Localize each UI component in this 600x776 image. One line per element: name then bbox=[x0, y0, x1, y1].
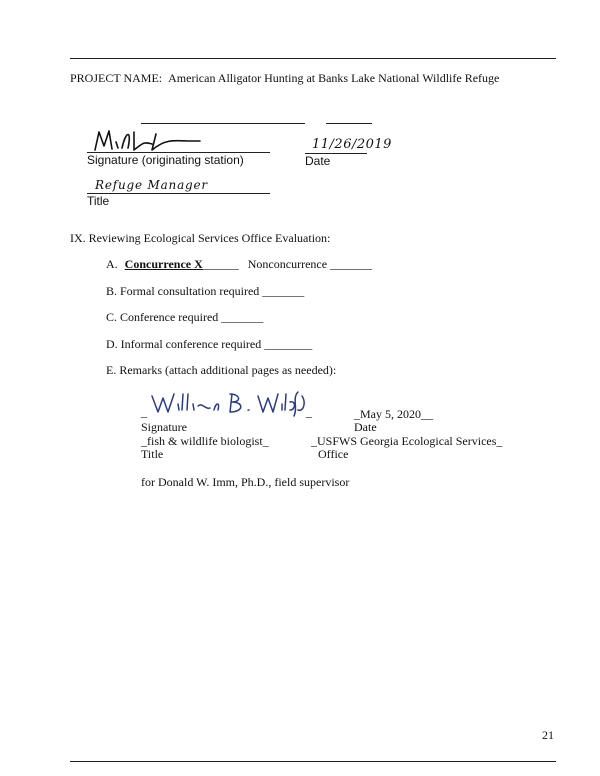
originating-date-label: Date bbox=[305, 154, 331, 168]
reviewer-signature-label: Signature bbox=[141, 420, 187, 434]
footer-rule bbox=[70, 761, 556, 762]
reviewer-sig-prefix: _ bbox=[141, 405, 147, 419]
page-number: 21 bbox=[542, 728, 554, 742]
reviewer-office-label: Office bbox=[318, 447, 349, 461]
item-d: D. Informal conference required ________ bbox=[106, 337, 313, 351]
originating-signature bbox=[92, 128, 222, 154]
project-name-label: PROJECT NAME: bbox=[70, 71, 163, 85]
reviewer-sig-suffix: _ bbox=[306, 405, 312, 419]
header-rule bbox=[70, 58, 556, 59]
reviewer-date-label: Date bbox=[354, 420, 377, 434]
project-name-value: American Alligator Hunting at Banks Lake National Wildlife Refuge bbox=[168, 71, 500, 85]
originating-signature-label: Signature (originating station) bbox=[87, 153, 244, 167]
originating-date-value: 11/26/2019 bbox=[312, 137, 392, 152]
item-b: B. Formal consultation required _______ bbox=[106, 284, 305, 298]
originating-title-value: Refuge Manager bbox=[95, 178, 208, 192]
blank-line-1 bbox=[141, 123, 305, 124]
project-name-line bbox=[70, 71, 499, 86]
item-c: C. Conference required _______ bbox=[106, 310, 264, 324]
reviewer-title-value: _fish & wildlife biologist_ bbox=[141, 434, 269, 448]
reviewer-title-label: Title bbox=[141, 447, 164, 461]
originating-title-line bbox=[87, 193, 270, 194]
reviewer-date-value: _May 5, 2020__ bbox=[354, 407, 433, 421]
item-a bbox=[106, 257, 372, 272]
reviewer-signature bbox=[148, 388, 308, 418]
section-ix-heading: IX. Reviewing Ecological Services Office Evaluation: bbox=[70, 231, 331, 245]
blank-line-2 bbox=[326, 123, 372, 124]
reviewer-office-value: _USFWS Georgia Ecological Services_ bbox=[311, 434, 503, 448]
item-a-prefix: A. bbox=[106, 257, 118, 271]
concurrence-mark: Concurrence X bbox=[124, 257, 203, 271]
originating-title-label: Title bbox=[87, 194, 110, 208]
nonconcurrence: Nonconcurrence _______ bbox=[247, 257, 373, 271]
reviewer-for-line: for Donald W. Imm, Ph.D., field supervisor bbox=[141, 475, 350, 489]
item-e: E. Remarks (attach additional pages as needed): bbox=[106, 363, 337, 377]
concurrence-blank: ______ bbox=[202, 257, 239, 271]
